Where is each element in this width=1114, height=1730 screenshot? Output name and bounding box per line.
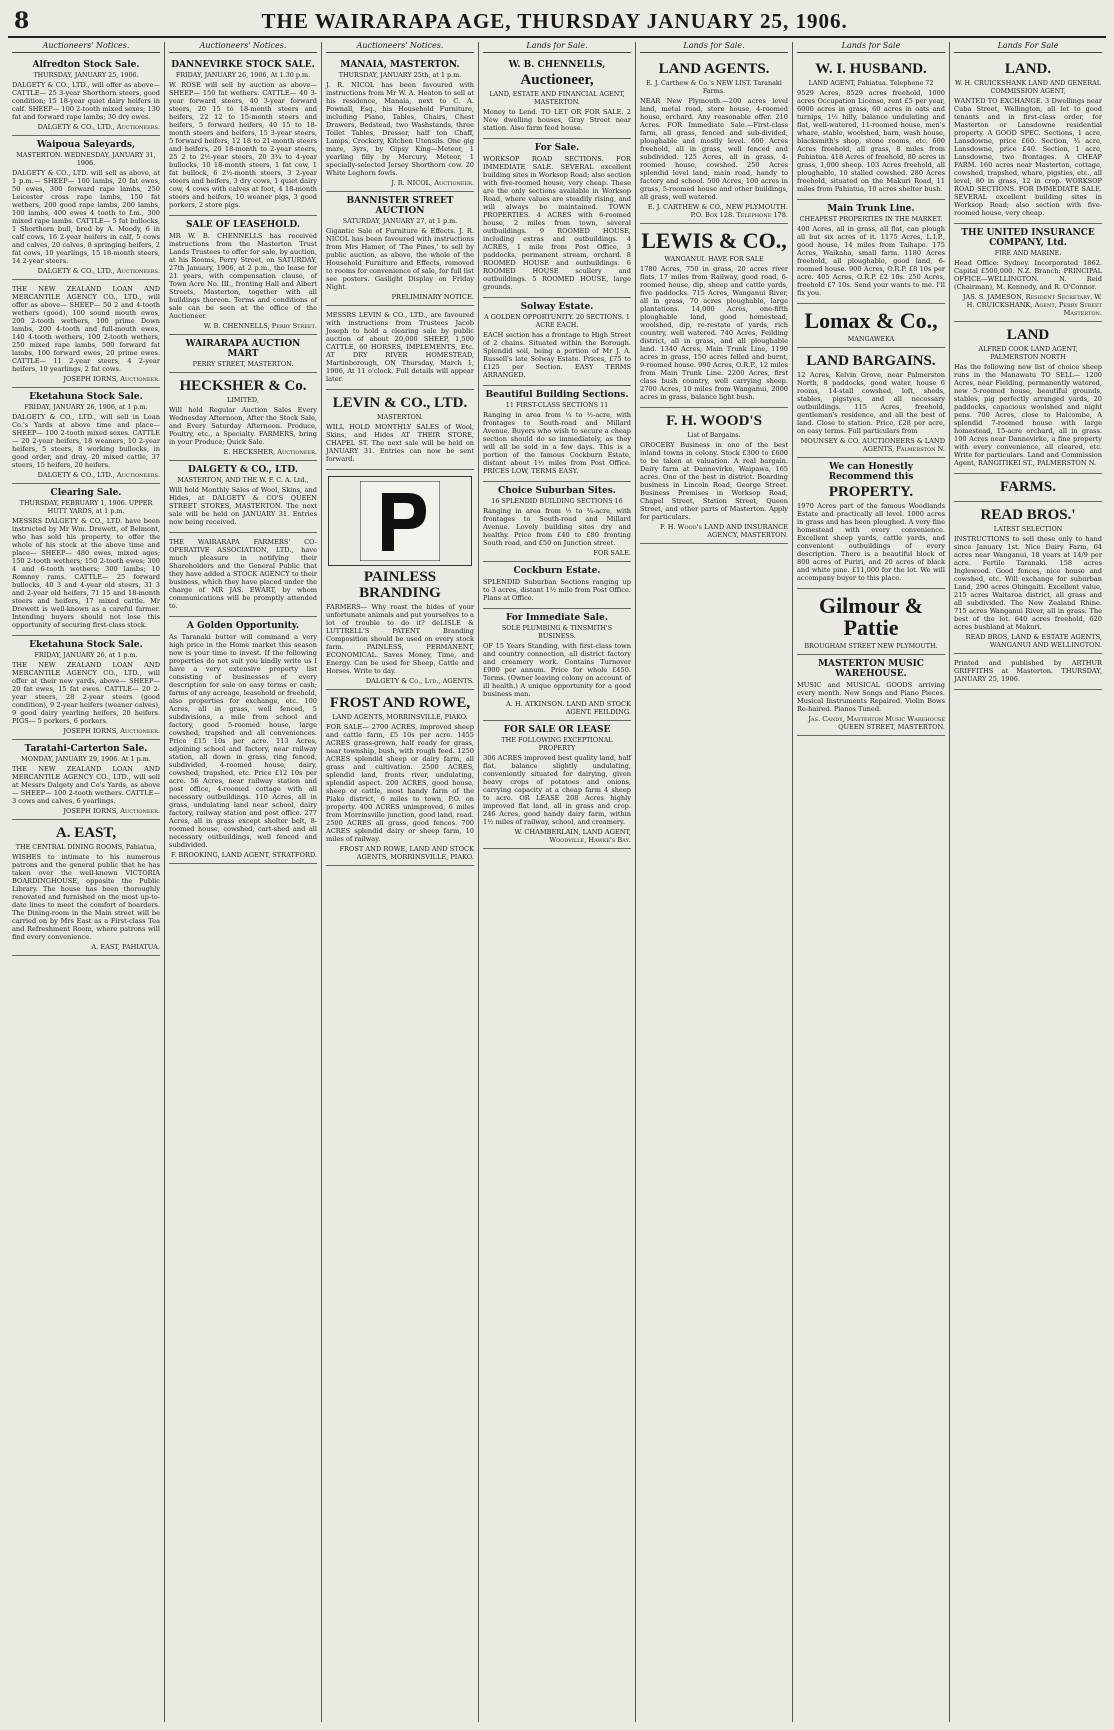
ad-body-text: GROCERY Business in one of the best inland towns in colony. Stock £300 to £600 to be taken at valuation. A real bargain. Dairy farm at Dannevirke, Waipawa, 165 acres. One of the best in district. Boarding business in Lincoln Road, George Street. Business Premises in Worksop Road, Chapel Street, Station Street, Queen Street, and other parts of Masterton. Apply for particulars. <box>640 441 788 521</box>
ad-signature: FOR SALE. <box>593 549 631 557</box>
advertisement <box>954 322 1102 474</box>
ad-subheading: MASTERTON. <box>377 413 423 421</box>
advertisement <box>954 474 1102 502</box>
ad-heading: For Immediate Sale. <box>506 613 608 623</box>
ad-subheading: A GOLDEN OPPORTUNITY. 20 SECTIONS. 1 ACRE EACH. <box>484 313 630 329</box>
ad-subheading: BROUGHAM STREET NEW PLYMOUTH. <box>804 642 938 650</box>
ad-heading: We can Honestly Recommend this <box>828 462 914 482</box>
ad-body-text: J. R. NICOL has been favoured with instructions from Mr W. A. Heaton to sell at his residence, Manaia, next to C. A. Pownall, Esq., his Household Furniture, including Piano, Tables, Chairs, Chest Drawers, Bedstead, two Washstands, three Toilet Tables, Dresser, half ton Chaff, Lamps, Crockery, Kitchen Utensils. One gig mare, 3yrs, by Gipsy King—Meteor, 1 yearling filly by Mercury, Meteor, 1 specially-selected Jersey Shorthorn cow. 20 White Leghorn fowls. <box>326 81 474 177</box>
ad-body-text: OF 15 Years Standing, with first-class town and country connection, all district factory and creamery work. Contains Turnover £900 per annum. Price for whole £450. Terms. (Owner leaving colony on account of ill health.) A unique opportunity for a good business man. <box>483 642 631 698</box>
advertisement <box>326 690 474 866</box>
ad-body-text: 12 Acres, Kelvin Grove, near Palmerston North, 8 paddocks, good water, house 6 rooms, 14-stall cowshed, loft, sheds, stables, pigstyes, and all necessary outbuildings. 115 Acres, freehold, gentleman's residence, and all the best of land. Close to station. Price, £28 per acre, on easy terms. Full particulars from <box>797 371 945 435</box>
ad-body-text: W. ROSE will sell by auction as above— SHEEP— 150 fat wethers. CATTLE— 40 3-year forward steers, 40 3-year forward steers, 20 15 to 18-month steers and heifers, 22 12 to 15-month steers and heifers, 5 forward heifers, 40 15 to 18-month steers and heifers, 15 3-year steers, 5 forward heifers, 12 18 to 21-month steers and heifers, 20 18-month to 2-year steers, 25 2 to 2½-year steers, 20 3¼ to 4-year bullocks, 10 18-month steers, 1 fat cow, 1 fat bullock, 6 2½-month steers, 3 2-year steers and heifers, 3 dry cows, 1 quiet dairy cow, 4 cows with calves at foot, 4 18-month steers and heifers, 10 weaner pigs, 3 good porkers, 2 store pigs. <box>169 81 317 209</box>
ad-subheading: WANGANUI. HAVE FOR SALE <box>664 255 764 263</box>
ad-subheading: THURSDAY, JANUARY 25th, at 1 p.m. <box>338 71 462 79</box>
advertisement <box>797 348 945 458</box>
ad-signature: JAS. S. JAMESON, Resident Secretary. W. H. CRUICKSHANK, Agent, Perry Street Masterton. <box>962 293 1102 317</box>
ad-signature: W. CHAMBERLAIN, LAND AGENT, Woodville, Hawke's Bay. <box>514 828 631 844</box>
ad-large-heading: PROPERTY. <box>828 484 914 500</box>
ad-subheading: List of Bargains. <box>687 431 741 439</box>
ad-subheading: CHEAPEST PROPERTIES IN THE MARKET. <box>799 215 943 223</box>
ad-heading: For Sale. <box>534 143 580 153</box>
ad-body-text: WILL HOLD MONTHLY SALES of Wool, Skins, and Hides AT THEIR STORE, CHAPEL ST. The next sale will be held on JANUARY 31. Entries can now be sent forward. <box>326 423 474 463</box>
ad-subheading: PERRY STREET, MASTERTON. <box>192 360 294 368</box>
advertisement <box>12 636 160 740</box>
ad-body-text: MR W. B. CHENNELLS has received instructions from the Masterton Trust Lands Trustees to offer for sale, by auction, at his Rooms, Perry Street, on SATURDAY, 27th January, 1906, at 2 p.m., the lease for 21 years, with compensation clause, of Town Acre No. III., fronting Hall and Albert Streets, Masterton, together with all buildings thereon. Terms and conditions of sale can be seen at the office of the Auctioneer. <box>169 232 317 320</box>
ad-signature: JOSEPH IORNS, Auctioneer. <box>63 807 160 815</box>
advertisement <box>326 470 474 690</box>
ad-body-text: Gigantic Sale of Furniture & Effects. J. R. NICOL has been favoured with instructions from Mrs Hamer, of 'The Pines,' to sell by public auction, as above, the whole of the Household Furniture and Effects, removed to rooms for convenience of sale, for full list see posters. Gaslight Display on Friday Night. <box>326 227 474 291</box>
branding-p-mark-icon <box>360 481 440 561</box>
ad-subheading: SATURDAY, JANUARY 27, at 1 p.m. <box>342 217 458 225</box>
ad-heading: Solway Estate. <box>520 302 594 312</box>
ad-body-text: THE NEW ZEALAND LOAN AND MERCANTILE AGENCY CO., LTD., will offer at their new yards, above— SHEEP— 20 fat ewes, 15 fat ewes. CATTLE— 20 2-year steers, 28 2-year steers (good condition), 9 2-year heifers (weaner calves), 9 good dairy yearling heifers, 20 heifers. PIGS— 5 porkers, 6 porkers. <box>12 661 160 725</box>
ad-heading: WAIRARAPA AUCTION MART <box>185 339 301 359</box>
ad-heading: THE UNITED INSURANCE COMPANY, Ltd. <box>961 228 1095 248</box>
advertisement <box>797 304 945 348</box>
advertisement <box>797 589 945 655</box>
ad-body-text: Will hold Regular Auction Sales Every Wednesday Afternoon, After the Stock Sale, and Every Saturday Afternoon. Produce, Poultry, etc., a Specialty. FARMERS, bring in your Produce; Quick Sale. <box>169 406 317 446</box>
ad-heading: Taratahi-Carterton Sale. <box>24 744 148 754</box>
ad-body-text: WORKSOP ROAD SECTIONS. FOR IMMEDIATE SALE. SEVERAL excellent building sites in Worksop Road; also section with five-roomed house, very cheap. These are the only sections available in Worksop Road, where values are steadily rising, and will always be maintained. TOWN PROPERTIES. 4 ACRES with 6-roomed house, 2 miles from town, several outbuildings. 9 ROOMED HOUSE, including extras and outbuildings. 4 ACRES, 1 mile from Post Office, 3 paddocks, permanent stream, orchard. 8 ROOMED HOUSE and outbuildings. 6 ROOMED HOUSE scullery and outbuildings. 5 ROOMED HOUSE, large grounds. <box>483 155 631 291</box>
ad-subheading: MASTERTON. WEDNESDAY, JANUARY 31, 1906. <box>16 151 156 167</box>
ad-subheading: FRIDAY, JANUARY 26, 1906, at 1 p.m. <box>24 403 148 411</box>
advertisement <box>12 484 160 636</box>
ad-subheading: MANGAWEKA <box>847 335 895 343</box>
column-1 <box>8 42 165 1722</box>
advertisement <box>326 56 474 192</box>
ad-heading: Cockburn Estate. <box>513 566 601 576</box>
ad-body-text: 1780 Acres, 750 in grass, 20 acres river flats, 17 miles from Railway, good road, 6-roomed house, dip, sheep and cattle yards, five paddocks. 715 Acres, Wanganui River, all in grass, 70 acres ploughable, large plantations. 14,000 Acres, one-fifth ploughable land, good homestead, woolshed, dip, re-restate of yards, rich country, well watered. 740 Acres, Feilding district, all in grass, and all ploughable land. 1340 Acres, Main Trunk Line, 1190 acres in grass, 150 acres felled and burnt, 9-roomed house. 990 Acres, O.R.P., 12 miles from Main Trunk Line. 2200 Acres, first class bush country, well carrying sheep. 2700 Acres, 10 miles from Wanganui, 2000 acres in grass, balance light bush. <box>640 265 788 401</box>
ad-large-heading: F. H. WOOD'S <box>666 413 762 429</box>
ad-body-text: Head Office: Sydney. Incorporated 1862. Capital £500,000. N.Z. Branch: PRINCIPAL OFFICE—WELLINGTON. N. Reid (Chairman), M. Kennedy, and R. O'Connor. <box>954 259 1102 291</box>
ad-signature: JOSEPH IORNS, Auctioneer. <box>63 727 160 735</box>
ad-signature: DALGETY & CO., LTD., Auctioneers. <box>37 471 160 479</box>
ad-display-heading: LEWIS & CO., <box>641 228 787 253</box>
advertisement <box>169 461 317 533</box>
advertisement <box>169 56 317 216</box>
ad-body-text: DALGETY & CO., LTD., will sell in Lean Co.'s Yards at above time and place— SHEEP— 100 2-tooth mixed sexes. CATTLE— 20 2-year heifers, 18 weaners, 10 2-year heifers, 5 steers, 8 working bullocks, in good order, and dray, 20 mixed cattle, 37 steers, 15 heifers, 20 heifers. <box>12 413 160 469</box>
page-number: 8 <box>14 8 30 34</box>
ad-signature: Jas. Candy, Masterton Music Warehouse QUEEN STREET, MASTERTON. <box>808 715 945 731</box>
advertisement <box>169 617 317 864</box>
ad-body-text: 400 Acres, all in grass, all flat, can plough all but six acres of it. 1175 Acres, L.I.P., good house, 14 miles from Taihape. 175 Acres, Waikaha, small farm. 1180 Acres freehold, all ploughable, good land, 6-roomed house. 900 Acres, O.R.P. £8 10s per acre. 405 Acres, O.R.P. £2 10s. 250 Acres, freehold £7 10s. Send your wants to me. I'll fix you. <box>797 225 945 297</box>
advertisement <box>797 655 945 736</box>
ad-body-text: FARMERS— Why roast the hides of your unfortunate animals and put yourselves to a lot of trouble to do it? deLISLE & LUTTRELL'S PATENT Branding Composition should be used on every stock farm. PAINLESS, PERMANENT, ECONOMICAL. Saves Money, Time, and Energy. Can be used for Sheep, Cattle and Horses. Write to day. <box>326 603 474 675</box>
ad-subheading: MONDAY, JANUARY 29, 1906. At 1 p.m. <box>21 755 151 763</box>
ad-heading: Eketahuna Stock Sale. <box>29 640 143 650</box>
ad-signature: F. H. Wood's LAND AND INSURANCE AGENCY, MASTERTON. <box>659 523 788 539</box>
ad-subheading: THE FOLLOWING EXCEPTIONAL PROPERTY <box>501 736 613 752</box>
ad-subheading: LAND, ESTATE AND FINANCIAL AGENT, MASTERTON. <box>489 90 625 106</box>
advertisement <box>483 721 631 849</box>
column-heading: Lands for Sale. <box>640 42 788 53</box>
advertisement <box>797 56 945 200</box>
ad-subheading: FRIDAY, JANUARY 26, at 1 p.m. <box>34 651 138 659</box>
ad-signature: DALGETY & Co., Ltd., AGENTS. <box>365 677 474 685</box>
ad-large-heading: LAND <box>1006 327 1050 343</box>
ad-large-heading: FARMS. <box>1000 479 1056 495</box>
ad-body-text: FOR SALE— 2700 ACRES, improved sheep and cattle farm, £5 10s per acre. 1455 ACRES grass-grown, half ready for grass, near township, bush, with rough feed. 1250 ACRES splendid sheep or dairy farm, all grass and cultivation. 2500 ACRES, splendid land, fronts river, undulating, splendid aspect. 200 ACRES, good house, sheep or cattle, most handy farm of the Piako district, 6 miles to town, P.O. on property. 400 ACRES unimproved, 6 miles from Morrinsville junction, good land, road. 2500 ACRES all grass, good fences. 700 ACRES splendid dairy or sheep farm, 10 miles of railway. <box>326 723 474 843</box>
ad-body-text: 9529 Acres, 8529 acres freehold, 1000 acres Occupation License, rent £5 per year, 6000 acres in grass, 60 acres in oats and turnips, 1½ hilly, balance undulating and flat, well-watered, 11-roomed house, men's whare, stable, woolshed, barn, wash house, blacksmith's shop, stone rooms, etc. 600 Acres freehold, all grass, 8 miles from Pahiatua. 418 Acres of freehold, 80 acres in grass, 1,000 sheep. 103 Acres freehold, all ploughable, 10 stalled cowshed. 280 Acres freehold, situated on the Makuri Road, 11 miles from Pahiatua, 10 acres shelter bush. <box>797 89 945 193</box>
ad-body-text: THE NEW ZEALAND LOAN AND MERCANTILE AGENCY CO., LTD., will sell at Messrs Dalgety and Co's Yards, as above— SHEEP— 100 2-tooth wethers. CATTLE— 3 cows and calves, 6 yearlings. <box>12 765 160 805</box>
ad-signature: PRELIMINARY NOTICE. <box>391 293 474 301</box>
advertisement <box>954 224 1102 322</box>
column-4 <box>479 42 636 1722</box>
ad-body-text: EACH section has a frontage to High Street of 2 chains. Situated within the Borough. Splendid soil, being a portion of Mr J. A. Russell's late Solway Estate. Prices, £75 to £125 per Section. EASY TERMS ARRANGED. <box>483 331 631 379</box>
ad-signature: DALGETY & CO., LTD., Auctioneers. <box>37 267 160 275</box>
advertisement <box>12 56 160 136</box>
advertisement <box>12 280 160 388</box>
ad-subheading: FIRE AND MARINE. <box>994 249 1062 257</box>
ad-subheading: THURSDAY, JANUARY 25, 1906. <box>33 71 139 79</box>
column-3 <box>322 42 479 1722</box>
column-5 <box>636 42 793 1722</box>
ad-body-text: Printed and published by ARTHUR GRIFFITHS at Masterton. THURSDAY, JANUARY 25, 1906. <box>954 659 1102 683</box>
ad-body-text: THE WAIRARAPA FARMERS' CO-OPERATIVE ASSOCIATION, LTD., have much pleasure in notifying their Shareholders and the General Public that they have added a STOCK AGENCY to their business, which they have placed under the charge of MR JAS. EWART, by whom communications will be promptly attended to. <box>169 538 317 610</box>
ad-heading: FOR SALE OR LEASE <box>503 725 611 735</box>
ad-large-heading: W. I. HUSBAND. <box>815 61 927 77</box>
ad-subheading: LIMITED, <box>227 396 259 404</box>
ad-heading: DALGETY & CO., LTD. <box>188 465 298 475</box>
advertisement <box>12 740 160 820</box>
advertisement <box>483 609 631 721</box>
ad-body-text: WISHES to intimate to his numerous patrons and the general public that he has taken over the well-known VICTORIA BOARDINGHOUSE, opposite the Public Library. The house has been thoroughly renovated and furnished on the most up-to-date lines to meet the comfort of boarders. The Dining-room in the Main street will be carried on by Mrs East as a First-class Tea and Refreshment Room, where patrons will find every convenience. <box>12 853 160 941</box>
ad-signature: E. HECKSHER, Auctioneer. <box>223 448 317 456</box>
ad-body-text: INSTRUCTIONS to sell these only to hand since January 1st. Nice Dairy Farm, 64 acres near Wanganui, 18 years at 14/9 per acre. Fertile Taranaki. 158 acres Inglewood. Good fences, nice house and cowshed, etc. Will exchange for suburban Land, 290 acres Ohingaiti. Excellent value, 215 acres Waitaroa district, all grass and all subdivided. The New Zealand Rhine. 715 acres Wanganui River, all in grass. The best of the lot. 640 acres freehold, 620 acres bushland at Makuri. <box>954 535 1102 631</box>
ad-subheading: E. J. Carthew & Co.'s NEW LIST. Taranaki Farms. <box>646 79 782 95</box>
ad-heading: DANNEVIRKE STOCK SALE. <box>171 60 315 70</box>
column-heading: Lands for Sale <box>797 42 945 53</box>
ad-body-text: THE NEW ZEALAND LOAN AND MERCANTILE AGENCY CO., LTD., will offer as above— SHEEP— 50 2 and 4-tooth wethers (good), 100 sound mouth ewes, 200 2-tooth wethers, 100 prime Down lambs, 200 4-tooth and full-mouth ewes, 140 4-tooth wethers, 100 2-tooth wethers, 250 mixed rape lambs, 500 forward fat lambs, 100 forward ewes, 20 prime ewes. CATTLE— 11 2-year steers, 4 2-year heifers, 10 yearlings, 2 fat cows. <box>12 285 160 373</box>
columns-container <box>8 42 1106 1722</box>
ad-body-text: Ranging in area from ¼ to ½-acre, with frontages to South-road and Millard Avenue. Buyers who wish to secure a cheap section should do so immediately, as they will all be sold in a few days. This is a portion of the famous Cockburn Estate, distant about 1½ miles from Post Office. PRICES LOW, TERMS EASY. <box>483 411 631 475</box>
advertisement <box>169 533 317 617</box>
ad-heading: Waipoua Saleyards, <box>36 140 136 150</box>
ad-subheading: THE CENTRAL DINING ROOMS, Pahiatua, <box>15 843 157 851</box>
ad-signature: J. R. NICOL, Auctioneer. <box>391 179 474 187</box>
advertisement <box>483 56 631 139</box>
ad-body-text: MUSIC and MUSICAL GOODS arriving every month. New Songs and Piano Pieces. Musical Instruments Repaired. Violin Bows Re-haired. Pianos Tuned. <box>797 681 945 713</box>
column-heading: Lands for Sale. <box>483 42 631 53</box>
ad-signature: E. J. CARTHEW & CO., NEW PLYMOUTH. P.O. Box 128. Telephone 178. <box>647 203 788 219</box>
ad-body-text: SPLENDID Suburban Sections ranging up to 3 acres, distant 1½ mile from Post Office. Plans at Office. <box>483 578 631 602</box>
column-heading: Auctioneers' Notices. <box>169 42 317 53</box>
ad-subheading: 16 SPLENDID BUILDING SECTIONS 16 <box>491 497 623 505</box>
advertisement <box>169 216 317 335</box>
ad-signature: A. EAST, PAHIATUA. <box>91 943 160 951</box>
ad-body-text: Money to Lend. TO LET OR FOR SALE. 2 New dwelling houses, Gray Street near station. Also farm feed house. <box>483 108 631 132</box>
advertisement <box>954 502 1102 654</box>
ad-subheading: FRIDAY, JANUARY 26, 1906, At 1.30 p.m. <box>175 71 311 79</box>
advertisement <box>797 200 945 304</box>
ad-signature: A. H. ATKINSON. LAND AND STOCK AGENT. FEILDING. <box>506 700 631 716</box>
masthead-title: THE WAIRARAPA AGE, THURSDAY JANUARY 25, 1906. <box>261 9 848 33</box>
ad-body-text: Will hold Monthly Sales of Wool, Skins, and Hides, at DALGETY & CO'S QUEEN STREET STORES, MASTERTON. The next sale will be held on JANUARY 31. Entries now being received. <box>169 486 317 526</box>
ad-signature: F. BROOKING, LAND AGENT, STRATFORD. <box>170 851 317 859</box>
ad-signature: JOSEPH IORNS, Auctioneer. <box>63 375 160 383</box>
ad-large-heading: FROST AND ROWE, <box>329 695 471 711</box>
ad-large-heading: LAND. <box>1004 61 1052 77</box>
ad-body-text: Has the following new list of choice sheep runs in the Manawatu TO SELL— 1200 Acres, near Fielding, permanently watered, new 5-roomed house, beautiful grounds, stables, pig perfectly arranged yards, 20 paddocks, capacious woolshed and night pens. 700 Acres, close to Halcombe, A splendid 7-roomed house with large homestead, 15-acre orchard, all in grass. 100 Acres near Dannevirke, a fine property with every convenience, all cleared, etc. Write for particulars. Land and Commission Agent, RANGITIKEI ST., PALMERSTON N. <box>954 363 1102 467</box>
ad-body-text: 1970 Acres part of the famous Woodlands Estate and practically all level. 1000 acres in grass and has been ploughed. A very fine homestead with every convenience. Excellent sheep yards, cattle yards, and convenient outbuildings of every description. There is a beautiful block of 800 acres of Puriri, and 20 acres of black and white pine. £11,000 for the lot. We will accompany buyer to this place. <box>797 502 945 582</box>
ad-heading: Eketahuna Stock Sale. <box>29 392 143 402</box>
ad-heading: Beautiful Building Sections. <box>485 390 629 400</box>
ad-body-text: WANTED TO EXCHANGE. 3 Dwellings near Cuba Street, Wellington, all let to good tenants and in first-class order, for Masterton or Lansdowne residential property. A GOOD SPEC. Sections, 1 acre, Lansdowne, price £60. Section, ¾ acre, Lansdowne, price £40. Section, 1 acre, Lansdowne, two frontages. A CHEAP FARM. 160 acres near Masterton, cottage, cowshed, trapshed, whare, pigsties, etc., all level, 80 in grass, 12 in crop. WORKSOP ROAD SECTIONS. FOR IMMEDIATE SALE. SEVERAL excellent building sites in Worksop Road; also section with five-roomed house, very cheap. <box>954 97 1102 217</box>
column-2 <box>165 42 322 1722</box>
ad-heading: Choice Suburban Sites. <box>498 486 616 496</box>
ad-subheading: ALFRED COOK LAND AGENT, PALMERSTON NORTH <box>978 345 1078 361</box>
ad-large-heading: PAINLESS BRANDING <box>359 569 441 601</box>
ad-heading: SALE OF LEASEHOLD. <box>186 220 300 230</box>
advertisement <box>169 373 317 461</box>
advertisement <box>326 306 474 390</box>
ad-signature: MOUNSEY & CO. AUCTIONEERS & LAND AGENTS, Palmerston N. <box>800 437 945 453</box>
column-heading: Auctioneers' Notices. <box>326 42 474 53</box>
advertisement <box>169 335 317 373</box>
ad-display-heading: Lomax & Co., <box>804 308 938 333</box>
ad-subheading: LAND AGENTS, MORRINSVILLE, PIAKO. <box>332 713 468 721</box>
ad-body-text: MESSRS LEVIN & CO., LTD., are favoured with instructions from Trustees Jacob Joseph to hold a clearing sale by public auction of about 20,000 SHEEP, 1,500 CATTLE, 60 HORSES, IMPLEMENTS, Etc. AT DRY RIVER HOMESTEAD, Martinborough, ON Thursday, March 1, 1906, At 11 o'clock. Full details will appear later. <box>326 311 474 383</box>
advertisement <box>954 654 1102 690</box>
advertisement <box>640 224 788 408</box>
ad-large-heading: Auctioneer, <box>520 72 594 88</box>
ad-body-text: DALGETY & CO., LTD. will sell as above, at 1 p.m.— SHEEP— 100 lambs, 20 fat ewes, 50 ewes, 300 forward rape lambs, 250 Leicester cross rape lambs, 150 fat wethers, 200 good rape lambs, 200 lambs, 100 lambs, 400 ewes 4 tooth to f.m., 300 mixed rape lambs. CATTLE— 5 fat bullocks, 1 Shorthorn bull, bred by A. Moody, 6 in calf cows, 16 2-year heifers in calf, 5 cows and calves, 20 calves, 8 springing heifers, 2 fat cows, 10 yearlings, 15 18-month steers, 14 2-year steers. <box>12 169 160 265</box>
ad-signature: W. B. CHENNELLS, Perry Street. <box>203 322 317 330</box>
ad-large-heading: READ BROS.' <box>980 507 1076 523</box>
ad-body-text: DALGETY & CO., LTD., will offer as above— CATTLE— 25 3-year Shorthorn steers, good condition; 15 18-year quiet dairy heifers in calf. SHEEP— 100 2-tooth mixed sexes; 130 fat and forward rape lambs; 30 dry ewes. <box>12 81 160 121</box>
ad-signature: DALGETY & CO., LTD., Auctioneers. <box>37 123 160 131</box>
ad-heading: Clearing Sale. <box>50 488 122 498</box>
ad-body-text: As Taranaki butter will command a very high price in the Home market this season now is your time to invest. If the following properties do not suit you kindly write us I have a very extensive property list consisting of businesses of every description for sale on easy terms or cash; farms of any acreage, leasehold or freehold, also properties for exchange, etc. 100 Acres, all in grass, well fenced, 5 subdivisions, a mile from school and factory, good 5-roomed house, large cowshed, trapshed and all conveniences. Price £15 10s per acre. 113 Acres, adjoining school and factory, near railway station, all down in grass, ring fenced, subdivided, 4-roomed house, dairy, cowshed, trapshed, etc. Price £12 10s per acre. 56 Acres, near railway station and post office, 4-roomed cottage with all necessary outbuildings. 110 Acres, all in grass, undulating land near school, dairy factory, railway station and post office. 277 Acres, all in grass except shelter belt, 8-roomed house, cowshed, cart-shed and all necessary outbuildings, well fenced and subdivided. <box>169 633 317 849</box>
column-heading: Auctioneers' Notices. <box>12 42 160 53</box>
ad-large-heading: LAND BARGAINS. <box>806 353 936 369</box>
advertisement <box>12 820 160 956</box>
ad-heading: W. B. CHENNELLS, <box>508 60 606 70</box>
ad-heading: BANNISTER STREET AUCTION <box>346 196 454 216</box>
advertisement <box>797 458 945 589</box>
ad-body-text: MESSRS DALGETY & CO., LTD. have been instructed by Mr Wm. Drewett, of Belmont, who has sold his property, to offer the whole of his stock at the above time and place— SHEEP— 480 ewes, mixed ages; 150 2-tooth wethers; 150 2-tooth ewes; 300 4 and 6-tooth wethers; 300 lambs; 10 Romney rams. CATTLE— 25 forward bullocks, 40 3 and 4-year old steers, 31 3 and 2-year old heifers, 71 15 and 18-month steers and heifers, 17 mixed cattle. Mr Drewett is well-known as a careful farmer. Intending buyers should not lose this opportunity of securing first-class stock. <box>12 517 160 629</box>
branding-logo-illustration <box>328 476 472 566</box>
advertisement <box>483 298 631 386</box>
ad-heading: A Golden Opportunity. <box>186 621 300 631</box>
advertisement <box>483 386 631 482</box>
ad-subheading: W. H. CRUICKSHANK LAND AND GENERAL COMMISSION AGENT, <box>954 79 1102 95</box>
column-6 <box>793 42 950 1722</box>
ad-heading: MASTERTON MUSIC WAREHOUSE. <box>818 659 924 679</box>
advertisement <box>483 482 631 562</box>
ad-heading: Main Trunk Line. <box>827 204 915 214</box>
column-7 <box>950 42 1106 1722</box>
ad-body-text: Ranging in area from ½ to ¾-acre, with frontages to South-road and Millard Avenue. Lovely building sites dry and healthy. Price from £40 to £80 fronting South road, and £50 on Junction street. <box>483 507 631 547</box>
ad-heading: MANAIA, MASTERTON. <box>340 60 460 70</box>
ad-subheading: THURSDAY, FEBRUARY 1, 1906. UPPER HUTT YARDS, at 1 p.m. <box>19 499 153 515</box>
ad-signature: READ BROS, LAND & ESTATE AGENTS, WANGANUI AND WELLINGTON. <box>965 633 1102 649</box>
advertisement <box>640 56 788 224</box>
advertisement <box>483 139 631 298</box>
ad-heading: Alfredton Stock Sale. <box>32 60 140 70</box>
ad-subheading: MASTERTON, AND THE W. F. C. A. Ltd., <box>177 476 309 484</box>
ad-large-heading: A. EAST, <box>55 825 117 841</box>
ad-body-text: NEAR New Plymouth.—200 acres level land, metal road, store house, 4-roomed house, orchard. Any reasonable offer. 210 Acres. FOR Immediate Sale.—First-class farm, all grass, fenced and sub-divided, ploughable and mostly level. 600 Acres freehold, all in grass, well fenced and subdivided. 125 Acres, all in grass, 4-roomed house, cowshed. 250 Acres splendid level land, main road, handy to factory and school. 500 Acres, 100 acres in grass, 5-roomed house and other buildings, all grass, well watered. <box>640 97 788 201</box>
advertisement <box>326 390 474 470</box>
column-heading: Lands For Sale <box>954 42 1102 53</box>
advertisement <box>640 408 788 544</box>
ad-subheading: LAND AGENT, Pahiatua. Telephone 72 <box>808 79 934 87</box>
masthead <box>8 8 1106 38</box>
advertisement <box>12 388 160 484</box>
advertisement <box>326 192 474 306</box>
ad-subheading: 11 FIRST-CLASS SECTIONS 11 <box>505 401 609 409</box>
ad-large-heading: LAND AGENTS. <box>658 61 770 77</box>
ad-large-heading: HECKSHER & Co. <box>179 378 307 394</box>
ad-large-heading: LEVIN & CO., LTD. <box>332 395 468 411</box>
advertisement <box>12 136 160 280</box>
ad-signature: FROST AND ROWE, LAND AND STOCK AGENTS, MORRINSVILLE, PIAKO. <box>339 845 474 861</box>
ad-subheading: SOLE PLUMBING & TINSMITH'S BUSINESS. <box>501 624 613 640</box>
advertisement <box>954 56 1102 224</box>
ad-display-heading: Gilmour & Pattie <box>818 593 924 640</box>
advertisement <box>483 562 631 609</box>
ad-subheading: LATEST SELECTION <box>993 525 1063 533</box>
ad-body-text: 306 ACRES improved best quality land, half flat, balance slightly undulating, conveniently situated for dairying, given heavy crops of potatoes and onions, carrying capacity at a cheap farm 4 sheep to acre. OR LEASE 208 Acres highly improved flat land, all in grass and crop. 246 Acres, good handy dairy farm, within 1½ miles of railway, school, and creamery. <box>483 754 631 826</box>
